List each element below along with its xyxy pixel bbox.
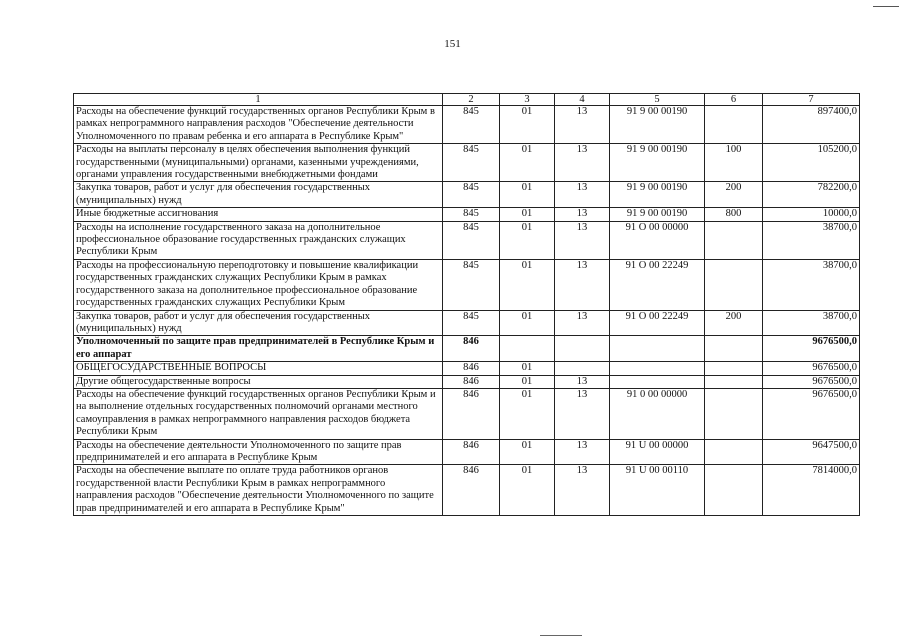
row-ministry-code-cell: 846 xyxy=(443,465,500,516)
row-expense-type-cell xyxy=(705,221,763,259)
row-subsection-code-cell: 13 xyxy=(555,375,610,388)
row-name-cell: Закупка товаров, работ и услуг для обеспечения государственных (муниципальных) нужд xyxy=(74,310,443,336)
row-name-cell: Расходы на выплаты персоналу в целях обеспечения выполнения функций государственными (муниципальными) органами, казенными учреждениями, органами управления государственными внебюджетными фондами xyxy=(74,144,443,182)
row-name-cell: Закупка товаров, работ и услуг для обеспечения государственных (муниципальных) нужд xyxy=(74,182,443,208)
table-row xyxy=(74,336,860,362)
row-amount-cell: 9676500,0 xyxy=(763,362,860,375)
row-expense-type-cell xyxy=(705,362,763,375)
row-ministry-code-cell: 845 xyxy=(443,259,500,310)
row-subsection-code-cell: 13 xyxy=(555,388,610,439)
row-section-code-cell: 01 xyxy=(500,259,555,310)
row-target-article-cell: 91 U 00 00110 xyxy=(610,465,705,516)
row-expense-type-cell: 800 xyxy=(705,208,763,221)
header-row xyxy=(74,94,860,106)
table-row xyxy=(74,310,860,336)
row-ministry-code-cell: 845 xyxy=(443,182,500,208)
row-target-article-cell xyxy=(610,375,705,388)
row-section-code-cell: 01 xyxy=(500,106,555,144)
row-ministry-code-cell: 846 xyxy=(443,439,500,465)
table-row xyxy=(74,208,860,221)
scan-corner-mark xyxy=(873,6,899,7)
row-subsection-code-cell xyxy=(555,362,610,375)
table-row xyxy=(74,182,860,208)
row-name-cell: Иные бюджетные ассигнования xyxy=(74,208,443,221)
row-target-article-cell: 91 0 00 00000 xyxy=(610,388,705,439)
row-section-code-cell: 01 xyxy=(500,362,555,375)
row-ministry-code-cell: 845 xyxy=(443,221,500,259)
budget-table xyxy=(73,93,860,516)
row-target-article-cell: 91 9 00 00190 xyxy=(610,182,705,208)
row-subsection-code-cell: 13 xyxy=(555,310,610,336)
table-row xyxy=(74,259,860,310)
row-name-cell: Расходы на профессиональную переподготовку и повышение квалификации государственных гражданских служащих Республики Крым в рамках государственного заказа на дополнительное профессиональное образование государственных гражданских служащих Республики Крым xyxy=(74,259,443,310)
row-expense-type-cell: 100 xyxy=(705,144,763,182)
page-number: 151 xyxy=(444,38,461,50)
row-name-cell: ОБЩЕГОСУДАРСТВЕННЫЕ ВОПРОСЫ xyxy=(74,362,443,375)
row-expense-type-cell: 200 xyxy=(705,310,763,336)
header-cell: 7 xyxy=(763,94,860,106)
row-amount-cell: 105200,0 xyxy=(763,144,860,182)
row-ministry-code-cell: 845 xyxy=(443,208,500,221)
row-target-article-cell: 91 U 00 00000 xyxy=(610,439,705,465)
row-subsection-code-cell: 13 xyxy=(555,465,610,516)
row-section-code-cell: 01 xyxy=(500,144,555,182)
row-subsection-code-cell: 13 xyxy=(555,208,610,221)
row-expense-type-cell xyxy=(705,106,763,144)
row-ministry-code-cell: 845 xyxy=(443,106,500,144)
row-expense-type-cell xyxy=(705,336,763,362)
scan-bottom-mark xyxy=(540,635,582,636)
row-target-article-cell xyxy=(610,362,705,375)
row-ministry-code-cell: 845 xyxy=(443,310,500,336)
row-subsection-code-cell xyxy=(555,336,610,362)
row-amount-cell: 10000,0 xyxy=(763,208,860,221)
row-ministry-code-cell: 846 xyxy=(443,336,500,362)
row-amount-cell: 782200,0 xyxy=(763,182,860,208)
table-row xyxy=(74,106,860,144)
row-section-code-cell xyxy=(500,336,555,362)
header-cell: 3 xyxy=(500,94,555,106)
row-ministry-code-cell: 845 xyxy=(443,144,500,182)
row-name-cell: Расходы на обеспечение функций государственных органов Республики Крым и на выполнение отдельных государственных полномочий органами местного самоуправления в рамках непрограммного направления расходов бюджета Республики Крым xyxy=(74,388,443,439)
row-section-code-cell: 01 xyxy=(500,221,555,259)
table-row xyxy=(74,221,860,259)
table-header xyxy=(74,94,860,106)
row-amount-cell: 9676500,0 xyxy=(763,388,860,439)
row-section-code-cell: 01 xyxy=(500,388,555,439)
row-name-cell: Расходы на обеспечение выплате по оплате труда работников органов государственной власти Республики Крым в рамках непрограммного направления расходов "Обеспечение деятельности Уполномоченного по защите прав предпринимателей и его аппарата в Республике Крым" xyxy=(74,465,443,516)
row-target-article-cell: 91 9 00 00190 xyxy=(610,144,705,182)
row-name-cell: Расходы на обеспечение функций государственных органов Республики Крым в рамках непрограммного направления расходов "Обеспечение деятельности Уполномоченного по правам ребенка и его аппарата в Республике Крым" xyxy=(74,106,443,144)
row-section-code-cell: 01 xyxy=(500,465,555,516)
header-cell: 6 xyxy=(705,94,763,106)
table-row xyxy=(74,439,860,465)
table-row xyxy=(74,362,860,375)
row-expense-type-cell: 200 xyxy=(705,182,763,208)
table-body xyxy=(74,106,860,516)
row-section-code-cell: 01 xyxy=(500,310,555,336)
row-expense-type-cell xyxy=(705,465,763,516)
row-amount-cell: 38700,0 xyxy=(763,310,860,336)
row-amount-cell: 9647500,0 xyxy=(763,439,860,465)
row-subsection-code-cell: 13 xyxy=(555,182,610,208)
row-target-article-cell: 91 9 00 00190 xyxy=(610,106,705,144)
row-subsection-code-cell: 13 xyxy=(555,106,610,144)
row-name-cell: Другие общегосударственные вопросы xyxy=(74,375,443,388)
header-cell: 4 xyxy=(555,94,610,106)
row-name-cell: Расходы на обеспечение деятельности Уполномоченного по защите прав предпринимателей и его аппарата в Республике Крым xyxy=(74,439,443,465)
row-target-article-cell: 91 О 00 00000 xyxy=(610,221,705,259)
row-target-article-cell xyxy=(610,336,705,362)
row-subsection-code-cell: 13 xyxy=(555,221,610,259)
row-section-code-cell: 01 xyxy=(500,375,555,388)
table-row xyxy=(74,465,860,516)
row-amount-cell: 9676500,0 xyxy=(763,375,860,388)
row-expense-type-cell xyxy=(705,259,763,310)
row-section-code-cell: 01 xyxy=(500,182,555,208)
row-amount-cell: 9676500,0 xyxy=(763,336,860,362)
row-target-article-cell: 91 О 00 22249 xyxy=(610,310,705,336)
header-cell: 1 xyxy=(74,94,443,106)
table-row xyxy=(74,375,860,388)
row-name-cell: Расходы на исполнение государственного заказа на дополнительное профессиональное образование государственных гражданских служащих Республики Крым xyxy=(74,221,443,259)
row-amount-cell: 38700,0 xyxy=(763,259,860,310)
row-amount-cell: 897400,0 xyxy=(763,106,860,144)
row-expense-type-cell xyxy=(705,439,763,465)
row-name-cell: Уполномоченный по защите прав предпринимателей в Республике Крым и его аппарат xyxy=(74,336,443,362)
row-expense-type-cell xyxy=(705,388,763,439)
row-ministry-code-cell: 846 xyxy=(443,375,500,388)
row-ministry-code-cell: 846 xyxy=(443,388,500,439)
row-amount-cell: 38700,0 xyxy=(763,221,860,259)
row-expense-type-cell xyxy=(705,375,763,388)
row-subsection-code-cell: 13 xyxy=(555,144,610,182)
row-ministry-code-cell: 846 xyxy=(443,362,500,375)
row-section-code-cell: 01 xyxy=(500,208,555,221)
row-target-article-cell: 91 О 00 22249 xyxy=(610,259,705,310)
row-amount-cell: 7814000,0 xyxy=(763,465,860,516)
header-cell: 5 xyxy=(610,94,705,106)
table-row xyxy=(74,144,860,182)
row-section-code-cell: 01 xyxy=(500,439,555,465)
row-subsection-code-cell: 13 xyxy=(555,259,610,310)
row-subsection-code-cell: 13 xyxy=(555,439,610,465)
row-target-article-cell: 91 9 00 00190 xyxy=(610,208,705,221)
header-cell: 2 xyxy=(443,94,500,106)
table-row xyxy=(74,388,860,439)
